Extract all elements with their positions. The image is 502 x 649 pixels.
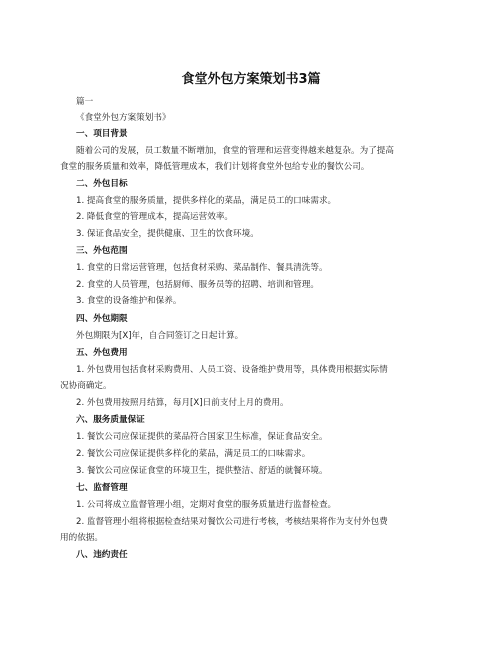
- list-item: 3. 保证食品安全，提供健康、卫生的饮食环境。: [76, 229, 259, 239]
- section-heading-goals: 二、外包目标: [76, 179, 128, 189]
- section-heading-quality: 六、服务质量保证: [76, 415, 145, 425]
- paragraph-line: 食堂的服务质量和效率，降低管理成本，我们计划将食堂外包给专业的餐饮公司。: [60, 162, 370, 172]
- part-label: 篇一: [76, 97, 94, 107]
- list-item: 1. 餐饮公司应保证提供的菜品符合国家卫生标准，保证食品安全。: [76, 432, 328, 442]
- section-heading-liability: 八、违约责任: [76, 550, 128, 560]
- list-item-continuation: 况协商确定。: [60, 381, 112, 391]
- list-item: 1. 提高食堂的服务质量，提供多样化的菜品，满足员工的口味需求。: [76, 196, 337, 206]
- document-title: 食堂外包方案策划书3篇: [181, 72, 321, 87]
- list-item: 2. 监督管理小组将根据检查结果对餐饮公司进行考核，考核结果将作为支付外包费: [76, 517, 388, 527]
- list-item: 1. 公司将成立监督管理小组，定期对食堂的服务质量进行监督检查。: [76, 500, 337, 510]
- list-item: 2. 降低食堂的管理成本，提高运营效率。: [76, 212, 234, 222]
- list-item: 2. 餐饮公司应保证提供多样化的菜品，满足员工的口味需求。: [76, 449, 311, 459]
- list-item: 1. 外包费用包括食材采购费用、人员工资、设备维护费用等，具体费用根据实际情: [76, 365, 388, 375]
- paragraph-line: 随着公司的发展，员工数量不断增加，食堂的管理和运营变得越来越复杂。为了提高: [76, 146, 394, 156]
- list-item: 1. 食堂的日常运营管理，包括食材采购、菜品制作、餐具清洗等。: [76, 263, 328, 273]
- list-item: 3. 食堂的设备维护和保养。: [76, 296, 182, 306]
- section-heading-term: 四、外包期限: [76, 314, 128, 324]
- list-item: 3. 餐饮公司应保证食堂的环境卫生，提供整洁、舒适的就餐环境。: [76, 466, 328, 476]
- paragraph-line: 外包期限为[X]年，自合同签订之日起计算。: [76, 331, 244, 341]
- list-item-continuation: 用的依据。: [60, 533, 103, 543]
- subtitle: 《食堂外包方案策划书》: [76, 113, 171, 123]
- section-heading-fees: 五、外包费用: [76, 348, 128, 358]
- section-heading-background: 一、项目背景: [76, 129, 128, 139]
- section-heading-scope: 三、外包范围: [76, 246, 128, 256]
- list-item: 2. 外包费用按照月结算，每月[X]日前支付上月的费用。: [76, 398, 289, 408]
- section-heading-supervision: 七、监督管理: [76, 483, 128, 493]
- list-item: 2. 食堂的人员管理，包括厨师、服务员等的招聘、培训和管理。: [76, 280, 319, 290]
